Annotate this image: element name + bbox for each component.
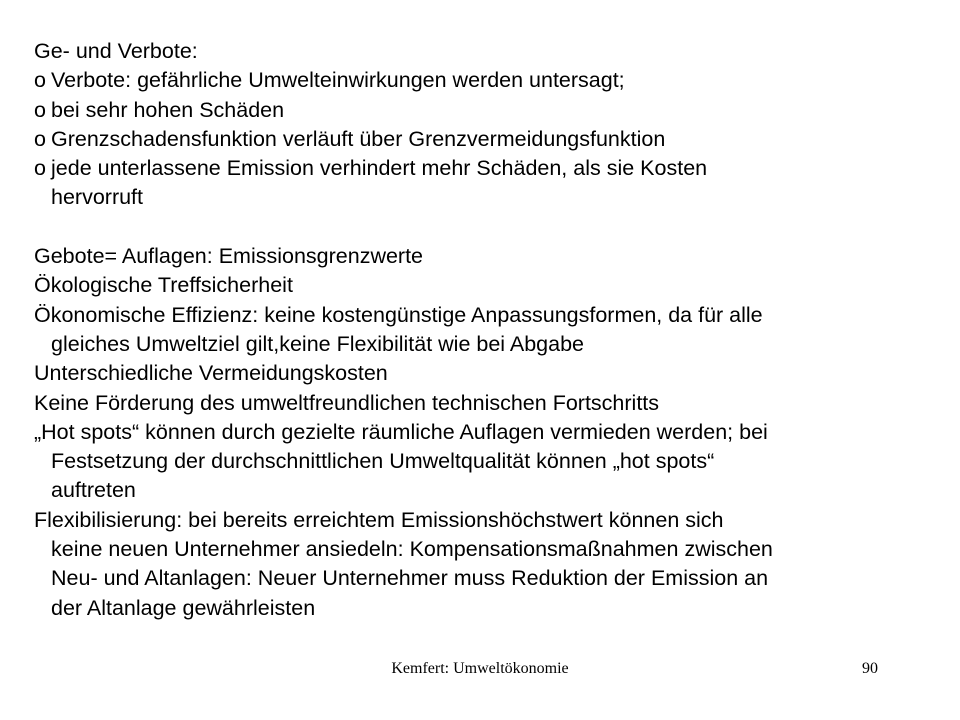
bullet-item [34,96,954,125]
bullet-marker: o [34,126,46,151]
paragraph-line-continuation: keine neuen Unternehmer ansiedeln: Kompensationsmaßnahmen zwischen [51,537,773,562]
paragraph-line-continuation: auftreten [51,478,136,503]
paragraph-line: Unterschiedliche Vermeidungskosten [34,361,388,386]
bullet-marker: o [34,68,46,93]
bullet-marker: o [34,97,46,122]
paragraph-line: Gebote= Auflagen: Emissionsgrenzwerte [34,244,424,269]
paragraph-line: Flexibilisierung: bei bereits erreichtem Emissionshöchstwert können sich [34,507,724,532]
bullet-item [34,125,954,154]
paragraph-line: Ökonomische Effizienz: keine kostengünstige Anpassungsformen, da für alle [34,302,763,327]
paragraph-line: Ökologische Treffsicherheit [34,273,293,298]
paragraph-line-continuation: gleiches Umweltziel gilt,keine Flexibilität wie bei Abgabe [51,331,584,356]
paragraph-line: „Hot spots“ können durch gezielte räumliche Auflagen vermieden werden; bei [34,419,768,444]
spacer [34,213,954,242]
slide-body [34,37,954,623]
bullet-text-continuation: hervorruft [51,185,144,210]
bullet-item [34,154,954,183]
paragraph-line-continuation: der Altanlage gewährleisten [51,595,316,620]
bullet-text: bei sehr hohen Schäden [51,97,285,122]
bullet-text: Grenzschadensfunktion verläuft über Grenzvermeidungsfunktion [51,126,666,151]
paragraph-line-continuation: Neu- und Altanlagen: Neuer Unternehmer muss Reduktion der Emission an [51,566,769,591]
bullet-marker: o [34,156,46,181]
paragraph-line-continuation: Festsetzung der durchschnittlichen Umweltqualität können „hot spots“ [51,449,715,474]
paragraph-line: Keine Förderung des umweltfreundlichen technischen Fortschritts [34,390,660,415]
section-heading: Ge- und Verbote: [34,39,198,63]
footer-source: Kemfert: Umweltökonomie [391,660,569,677]
bullet-text: Verbote: gefährliche Umwelteinwirkungen werden untersagt; [51,68,625,93]
bullet-text: jede unterlassene Emission verhindert mehr Schäden, als sie Kosten [51,156,708,181]
page-number: 90 [862,660,878,677]
bullet-item [34,66,954,95]
